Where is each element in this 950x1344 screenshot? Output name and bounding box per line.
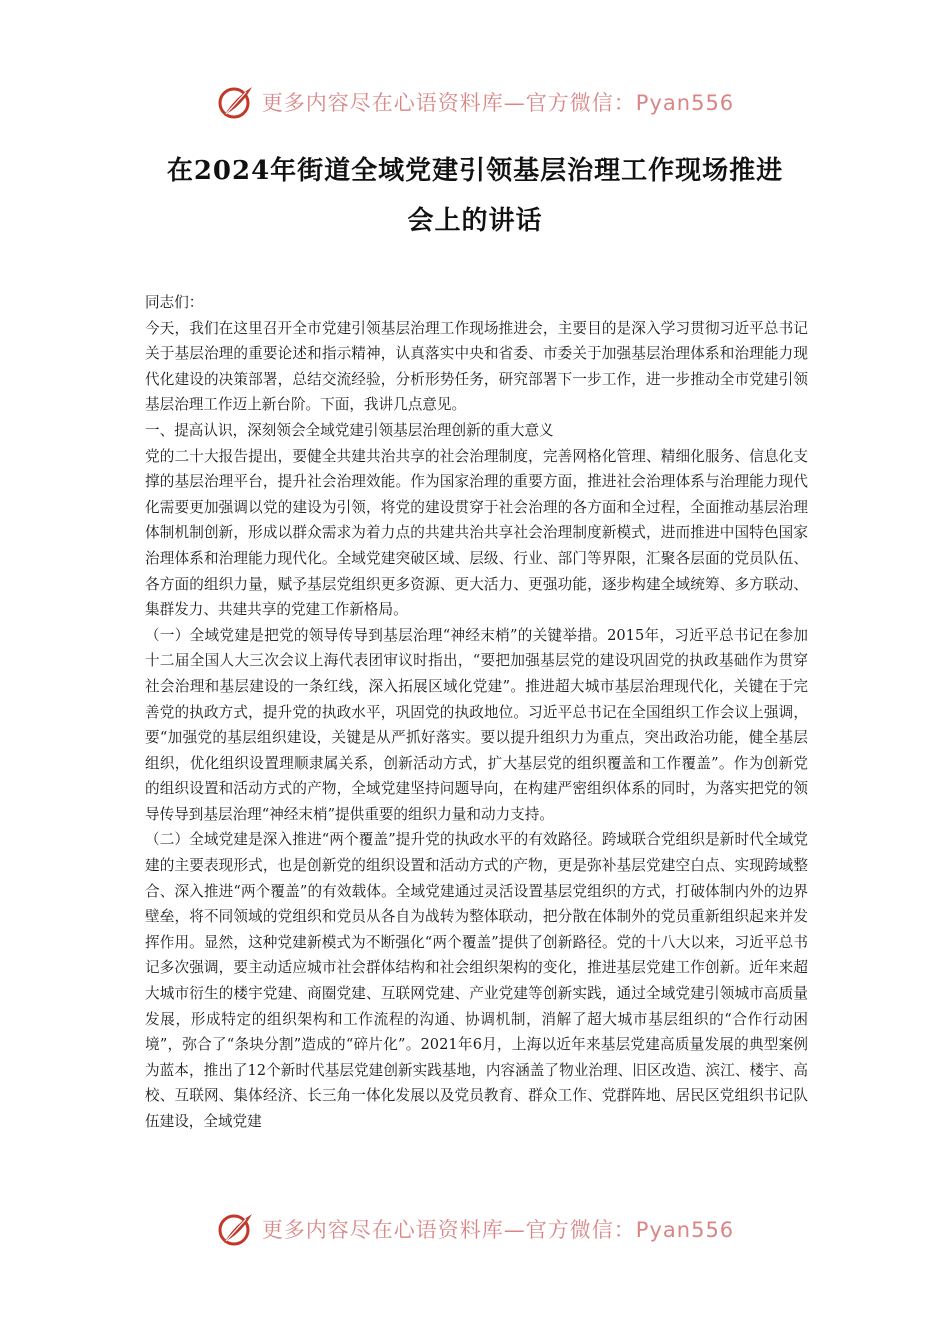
- paragraph-section-1: 党的二十大报告提出，要健全共建共治共享的社会治理制度，完善网格化管理、精细化服务、信息化支撑的基层治理平台，提升社会治理效能。作为国家治理的重要方面，推进社会治理体系与治理能力现代化需要更加强调以党的建设为引领，将党的建设贯穿于社会治理的各方面和全过程，全面推动基层治理体制机制创新，形成以群众需求为着力点的共建共治共享社会治理制度新模式，进而推进中国特色国家治理体系和治理能力现代化。全域党建突破区域、层级、行业、部门等界限，汇聚各层面的党员队伍、各方面的组织力量，赋予基层党组织更多资源、更大活力、更强功能，逐步构建全域统筹、多方联动、集群发力、共建共享的党建工作新格局。: [145, 447, 808, 619]
- feather-pen-logo-icon: [216, 1209, 256, 1249]
- paragraph-intro: 今天，我们在这里召开全市党建引领基层治理工作现场推进会，主要目的是深入学习贯彻习近平总书记关于基层治理的重要论述和指示精神，认真落实中央和省委、市委关于加强基层治理体系和治理能力现代化建设的决策部署，总结交流经验，分析形势任务，研究部署下一步工作，进一步推动全市党建引领基层治理工作迈上新台阶。下面，我讲几点意见。: [145, 319, 808, 414]
- paragraph-point-2: （二）全域党建是深入推进“两个覆盖”提升党的执政水平的有效路径。跨域联合党组织是新时代全域党建的主要表现形式，也是创新党的组织设置和活动方式的产物，更是弥补基层党建空白点、实现跨域整合、深入推进“两个覆盖”的有效载体。全域党建通过灵活设置基层党组织的方式，打破体制内外的边界壁垒，将不同领域的党组织和党员从各自为战转为整体联动，把分散在体制外的党员重新组织起来并发挥作用。显然，这种党建新模式为不断强化“两个覆盖”提供了创新路径。党的十八大以来，习近平总书记多次强调，要主动适应城市社会群体结构和社会组织架构的变化，推进基层党建工作创新。近年来超大城市衍生的楼宇党建、商圈党建、互联网党建、产业党建等创新实践，通过全域党建引领城市高质量发展，形成特定的组织架构和工作流程的沟通、协调机制，消解了超大城市基层组织的“合作行动困境”，弥合了“条块分割”造成的“碎片化”。2021年6月，上海以近年来基层党建高质量发展的典型案例为蓝本，推出了12个新时代基层党建创新实践基地，内容涵盖了物业治理、旧区改造、滨江、楼宇、高校、互联网、集体经济、长三角一体化发展以及党员教育、群众工作、党群阵地、居民区党组织书记队伍建设，全域党建: [145, 831, 808, 1130]
- watermark-banner-top: [0, 80, 950, 124]
- feather-pen-logo-icon: [216, 82, 256, 122]
- title-line-2: 会上的讲话: [407, 206, 543, 236]
- paragraph-point-1: （一）全域党建是把党的领导传导到基层治理“神经末梢”的关键举措。2015年，习近平总书记在参加十二届全国人大三次会议上海代表团审议时指出，“要把加强基层党的建设巩固党的执政基础作为贯穿社会治理和基层建设的一条红线，深入拓展区域化党建”。推进超大城市基层治理现代化，关键在于完善党的执政方式，提升党的执政水平，巩固党的执政地位。习近平总书记在全国组织工作会议上强调，要“加强党的基层组织建设，关键是从严抓好落实。要以提升组织力为重点，突出政治功能，健全基层组织，优化组织设置理顺隶属关系，创新活动方式，扩大基层党的组织覆盖和工作覆盖”。作为创新党的组织设置和活动方式的产物，全域党建坚持问题导向，在构建严密组织体系的同时，为落实把党的领导传导到基层治理“神经末梢”提供重要的组织力量和动力支持。: [145, 626, 808, 823]
- watermark-text: 更多内容尽在心语资料库—官方微信：Pyan556: [261, 91, 735, 115]
- document-title: [110, 146, 840, 246]
- salutation: 同志们：: [145, 294, 204, 311]
- document-body: [145, 290, 808, 1135]
- section-heading-1: 一、提高认识，深刻领会全域党建引领基层治理创新的重大意义: [145, 421, 554, 439]
- title-line-1: 在2024年街道全域党建引领基层治理工作现场推进: [166, 156, 784, 186]
- watermark-text: 更多内容尽在心语资料库—官方微信：Pyan556: [261, 1218, 735, 1242]
- watermark-banner-bottom: [0, 1207, 950, 1251]
